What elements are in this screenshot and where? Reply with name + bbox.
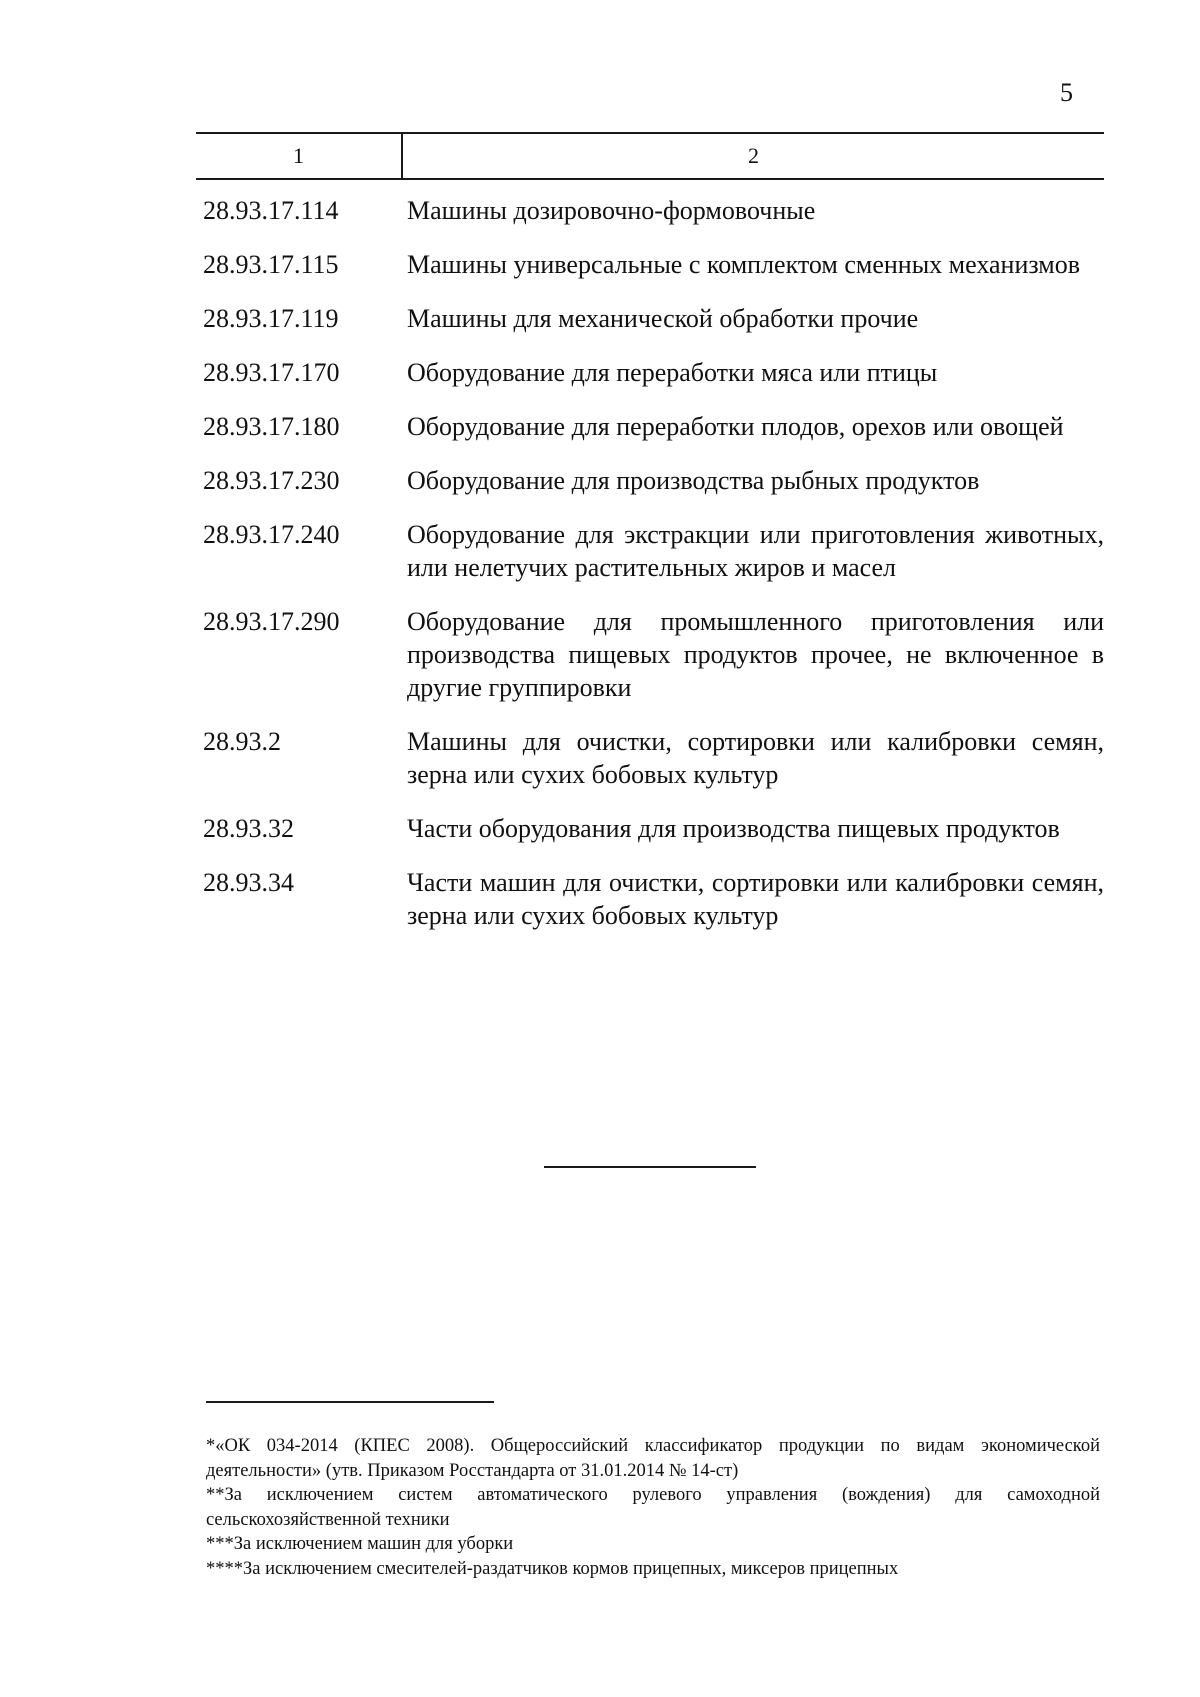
row-code: 28.93.17.290 [203, 607, 340, 636]
table-row [196, 464, 1104, 497]
footnote-2: **За исключением систем автоматического рулевого управления (вождения) для самоходной сельскохозяйственной техники [206, 1485, 1100, 1530]
table-row [196, 866, 1104, 932]
row-description: Части оборудования для производства пищевых продуктов [407, 814, 1060, 843]
row-description: Оборудование для промышленного приготовления или производства пищевых продуктов прочее, не включенное в другие группировки [407, 607, 1104, 702]
row-code: 28.93.17.114 [203, 196, 339, 225]
table-end-divider [544, 1166, 756, 1168]
row-code: 28.93.17.115 [203, 250, 339, 279]
row-code: 28.93.2 [203, 727, 281, 756]
header-col-2: 2 [748, 143, 759, 168]
row-description: Части машин для очистки, сортировки или калибровки семян, зерна или сухих бобовых культур [407, 868, 1104, 930]
row-code: 28.93.17.230 [203, 466, 340, 495]
row-code: 28.93.34 [203, 868, 294, 897]
table-row [196, 194, 1104, 227]
row-description: Оборудование для экстракции или приготовления животных, или нелетучих растительных жиров и масел [407, 520, 1104, 582]
table-body [196, 194, 1104, 932]
classification-table [196, 132, 1104, 953]
table-row [196, 518, 1104, 584]
table-row [196, 302, 1104, 335]
footnote-4: ****За исключением смесителей-раздатчиков кормов прицепных, миксеров прицепных [206, 1558, 899, 1579]
table-row [196, 248, 1104, 281]
row-code: 28.93.17.119 [203, 304, 339, 333]
table-header [196, 132, 1104, 180]
row-description: Оборудование для переработки мяса или птицы [407, 358, 938, 387]
footnotes [206, 1434, 1100, 1581]
footnote-1: *«ОК 034-2014 (КПЕС 2008). Общероссийский классификатор продукции по видам экономической деятельности» (утв. Приказом Росстандарта от 31.01.2014 № 14-ст) [206, 1436, 1100, 1481]
row-description: Оборудование для переработки плодов, орехов или овощей [407, 412, 1064, 441]
row-description: Машины универсальные с комплектом сменных механизмов [407, 250, 1080, 279]
row-code: 28.93.17.240 [203, 520, 340, 549]
table-row [196, 605, 1104, 704]
row-description: Машины дозировочно-формовочные [407, 196, 816, 225]
row-description: Машины для механической обработки прочие [407, 304, 919, 333]
row-code: 28.93.17.170 [203, 358, 340, 387]
header-col-1: 1 [196, 134, 403, 178]
table-row [196, 812, 1104, 845]
row-description: Оборудование для производства рыбных продуктов [407, 466, 980, 495]
footnote-divider [206, 1401, 494, 1403]
table-row [196, 725, 1104, 791]
row-code: 28.93.17.180 [203, 412, 340, 441]
table-row [196, 356, 1104, 389]
row-description: Машины для очистки, сортировки или калибровки семян, зерна или сухих бобовых культур [407, 727, 1104, 789]
table-row [196, 410, 1104, 443]
row-code: 28.93.32 [203, 814, 294, 843]
page-number: 5 [1060, 78, 1073, 107]
footnote-3: ***За исключением машин для уборки [206, 1534, 514, 1554]
